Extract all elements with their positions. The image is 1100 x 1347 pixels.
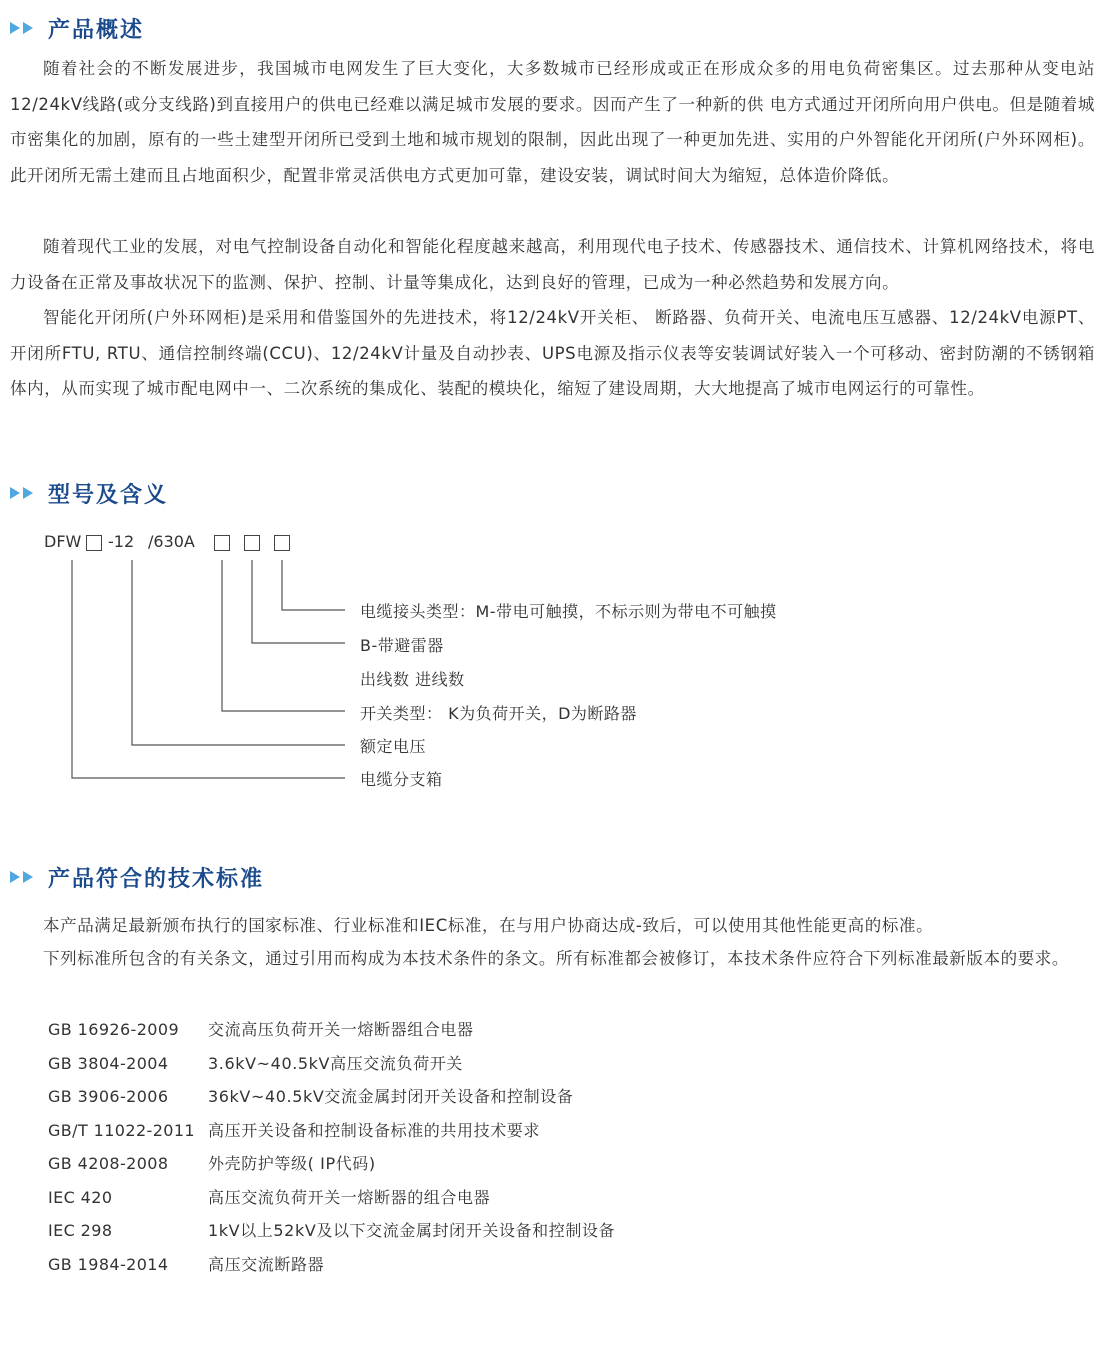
double-arrow-icon bbox=[10, 871, 36, 883]
diagram-label-arrester: B-带避雷器 bbox=[360, 636, 444, 655]
diagram-label-rated-voltage: 额定电压 bbox=[360, 737, 427, 756]
double-arrow-icon bbox=[10, 22, 36, 34]
standard-name: 外壳防护等级( IP代码) bbox=[208, 1154, 376, 1173]
model-code-box bbox=[274, 535, 290, 551]
standard-name: 高压开关设备和控制设备标准的共用技术要求 bbox=[208, 1121, 541, 1140]
overview-paragraph-1: 随着社会的不断发展进步，我国城市电网发生了巨大变化，大多数城市已经形成或正在形成众多的用电负荷密集区。过去那种从变电站12/24kV线路(或分支线路)到直接用户的供电已经难以满足城市发展的要求。因而产生了一种新的供 电方式通过开闭所向用户供电。但是随着城市密集化的加剧，原有的一些土建型开闭所已受到土地和城市规划的限制，因此出现了一种更加先进、实用的户外智能化开闭所(户外环网柜)。此开闭所无需土建而且占地面积少，配置非常灵活供电方式更加可靠，建设安装，调试时间大为缩短，总体造价降低。 bbox=[10, 59, 1095, 185]
standard-code: IEC 420 bbox=[48, 1188, 113, 1207]
model-title: 型号及含义 bbox=[48, 482, 169, 508]
model-code-voltage: -12 bbox=[108, 532, 135, 551]
standard-name: 36kV~40.5kV交流金属封闭开关设备和控制设备 bbox=[208, 1087, 574, 1106]
overview-title: 产品概述 bbox=[48, 17, 145, 43]
standard-name: 1kV以上52kV及以下交流金属封闭开关设备和控制设备 bbox=[208, 1221, 616, 1240]
standard-code: IEC 298 bbox=[48, 1221, 113, 1240]
standard-name: 交流高压负荷开关一熔断器组合电器 bbox=[208, 1020, 474, 1039]
section-title-model bbox=[10, 478, 168, 508]
standard-name: 高压交流断路器 bbox=[208, 1255, 325, 1274]
standards-paragraph-2: 下列标准所包含的有关条文，通过引用而构成为本技术条件的条文。所有标准都会被修订，本技术条件应符合下列标准最新版本的要求。 bbox=[43, 949, 1069, 968]
model-code-box bbox=[86, 535, 102, 551]
overview-paragraph-2: 随着现代工业的发展，对电气控制设备自动化和智能化程度越来越高，利用现代电子技术、传感器技术、通信技术、计算机网络技术，将电力设备在正常及事故状况下的监测、保护、控制、计量等集成化，达到良好的管理，已成为一种必然趋势和发展方向。 bbox=[10, 237, 1095, 292]
standard-code: GB 3906-2006 bbox=[48, 1087, 169, 1106]
standard-code: GB/T 11022-2011 bbox=[48, 1121, 196, 1140]
standard-code: GB 3804-2004 bbox=[48, 1054, 169, 1073]
section-title-overview bbox=[10, 13, 144, 43]
standards-title: 产品符合的技术标准 bbox=[48, 866, 265, 892]
standard-name: 高压交流负荷开关一熔断器的组合电器 bbox=[208, 1188, 491, 1207]
model-code-current: /630A bbox=[148, 532, 195, 551]
standard-name: 3.6kV~40.5kV高压交流负荷开关 bbox=[208, 1054, 463, 1073]
overview-paragraph-3: 智能化开闭所(户外环网柜)是采用和借鉴国外的先进技术，将12/24kV开关柜、 断路器、负荷开关、电流电压互感器、12/24kV电源PT、开闭所FTU, RTU、通信控制终端(CCU)、12/24kV计量及自动抄表、UPS电源及指示仪表等安装调试好装入一个可移动、密封防潮的不锈钢箱体内，从而实现了城市配电网中一、二次系统的集成化、装配的模块化，缩短了建设周期，大大地提高了城市电网运行的可靠性。 bbox=[10, 308, 1095, 398]
section-title-standards bbox=[10, 862, 264, 892]
standards-paragraph-1: 本产品满足最新颁布执行的国家标准、行业标准和IEC标准，在与用户协商达成-致后，可以使用其他性能更高的标准。 bbox=[43, 916, 934, 935]
standard-code: GB 4208-2008 bbox=[48, 1154, 169, 1173]
diagram-label-line-count: 出线数 进线数 bbox=[360, 670, 465, 689]
diagram-label-switch-type: 开关类型： K为负荷开关，D为断路器 bbox=[360, 704, 637, 723]
model-code-box bbox=[214, 535, 230, 551]
diagram-label-cable-head: 电缆接头类型：M-带电可触摸，不标示则为带电不可触摸 bbox=[360, 602, 777, 621]
model-code-box bbox=[244, 535, 260, 551]
model-code-prefix: DFW bbox=[44, 532, 82, 551]
double-arrow-icon bbox=[10, 487, 36, 499]
standard-code: GB 1984-2014 bbox=[48, 1255, 169, 1274]
standard-code: GB 16926-2009 bbox=[48, 1020, 180, 1039]
diagram-label-cable-branch-box: 电缆分支箱 bbox=[360, 770, 443, 789]
